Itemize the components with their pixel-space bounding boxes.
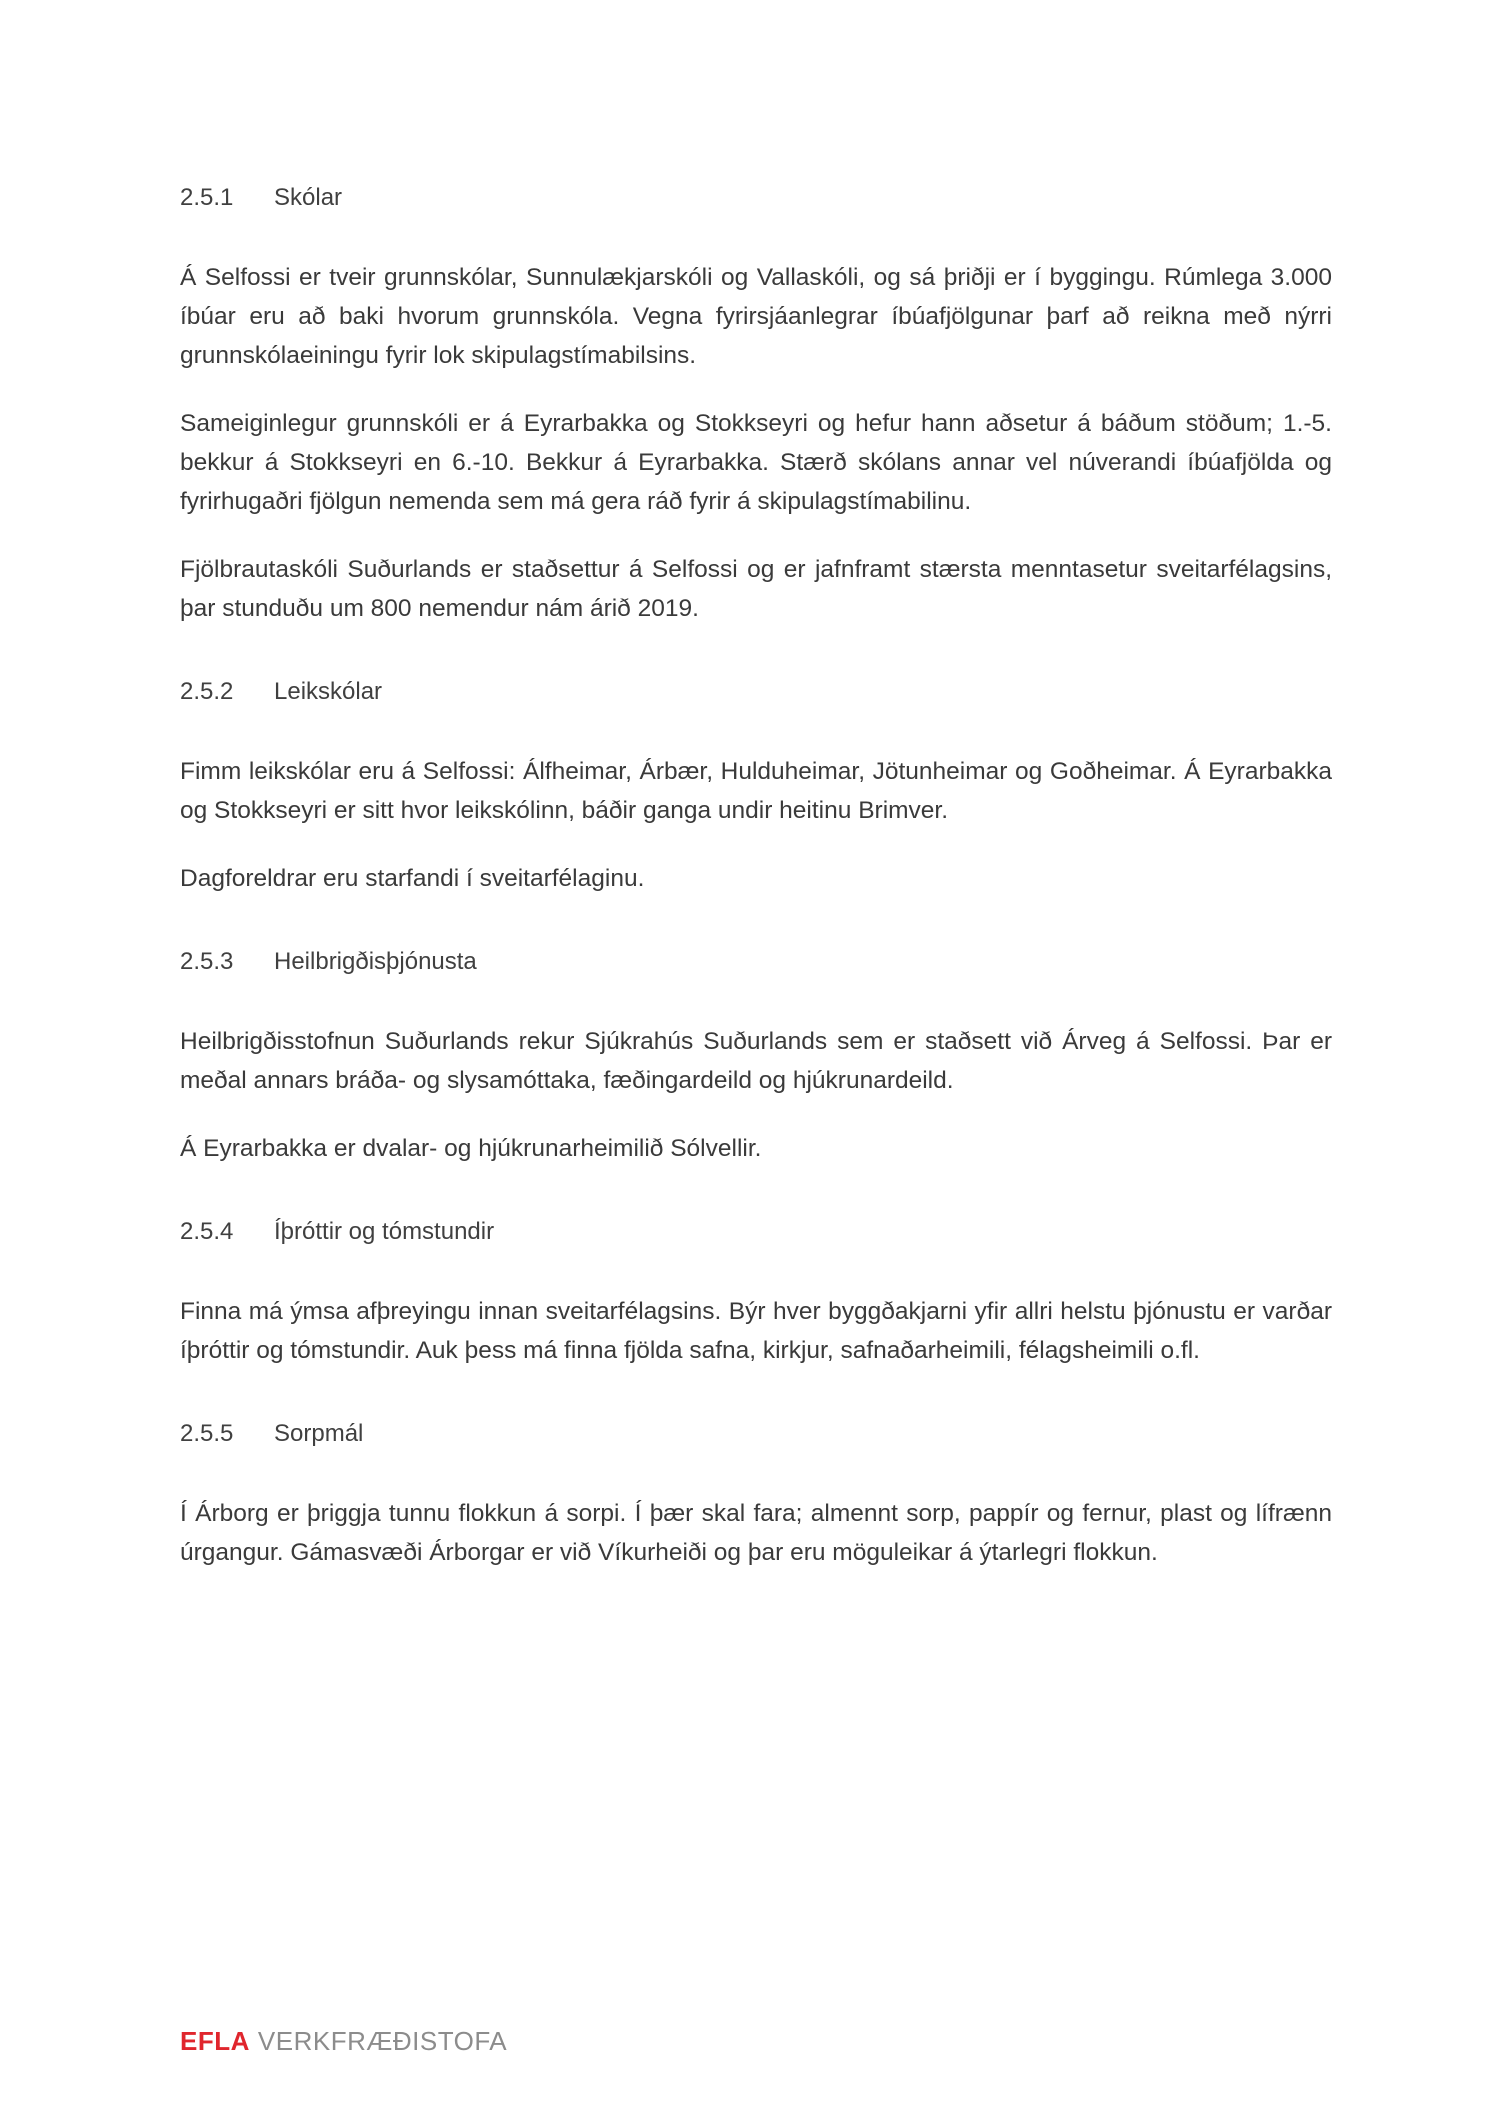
paragraph: Sameiginlegur grunnskóli er á Eyrarbakka og Stokkseyri og hefur hann aðsetur á báðum stöðum; 1.-5. bekkur á Stokkseyri en 6.-10. Bekkur á Eyrarbakka. Stærð skólans annar vel núverandi íbúafjölda og fyrirhugaðri fjölgun nemenda sem má gera ráð fyrir á skipulagstímabilinu. [180,410,1332,515]
section-title: Íþróttir og tómstundir [274,1218,495,1245]
paragraph: Dagforeldrar eru starfandi í sveitarfélaginu. [180,865,645,892]
section-skolar [180,178,1332,628]
section-number: 2.5.3 [180,948,234,975]
document-body [180,178,1332,1572]
section-heilbrigdisthjonusta [180,942,1332,1168]
paragraph: Fjölbrautaskóli Suðurlands er staðsettur á Selfossi og er jafnframt stærsta menntasetur sveitarfélagsins, þar stunduðu um 800 nemendur nám árið 2019. [180,556,1332,622]
paragraph: Fimm leikskólar eru á Selfossi: Álfheimar, Árbær, Hulduheimar, Jötunheimar og Goðheimar. Á Eyrarbakka og Stokkseyri er sitt hvor leikskólinn, báðir ganga undir heitinu Brimver. [180,758,1332,824]
paragraph: Á Selfossi er tveir grunnskólar, Sunnulækjarskóli og Vallaskóli, og sá þriðji er í byggingu. Rúmlega 3.000 íbúar eru að baki hvorum grunnskóla. Vegna fyrirsjáanlegrar íbúafjölgunar þarf að reikna með nýrri grunnskólaeiningu fyrir lok skipulagstímabilsins. [180,264,1332,369]
section-number: 2.5.5 [180,1420,234,1447]
section-title: Sorpmál [274,1420,364,1447]
section-heading [180,178,1332,218]
paragraph: Í Árborg er þriggja tunnu flokkun á sorpi. Í þær skal fara; almennt sorp, pappír og fernur, plast og lífrænn úrgangur. Gámasvæði Árborgar er við Víkurheiði og þar eru möguleikar á ýtarlegri flokkun. [180,1500,1332,1566]
section-ithrottir [180,1212,1332,1370]
paragraph: Heilbrigðisstofnun Suðurlands rekur Sjúkrahús Suðurlands sem er staðsett við Árveg á Selfossi. Þar er meðal annars bráða- og slysamóttaka, fæðingardeild og hjúkrunardeild. [180,1028,1332,1094]
section-heading [180,1212,1332,1252]
section-leikskolar [180,672,1332,898]
section-heading [180,1414,1332,1454]
paragraph: Finna má ýmsa afþreyingu innan sveitarfélagsins. Býr hver byggðakjarni yfir allri helstu þjónustu er varðar íþróttir og tómstundir. Auk þess má finna fjölda safna, kirkjur, safnaðarheimili, félagsheimili o.fl. [180,1298,1332,1364]
section-heading [180,942,1332,982]
section-title: Heilbrigðisþjónusta [274,948,477,975]
paragraph: Á Eyrarbakka er dvalar- og hjúkrunarheimilið Sólvellir. [180,1135,762,1162]
section-number: 2.5.4 [180,1218,234,1245]
section-sorpmal [180,1414,1332,1572]
section-title: Skólar [274,184,343,211]
footer-logo [180,2026,507,2057]
section-number: 2.5.1 [180,184,234,211]
brand-subtitle: VERKFRÆÐISTOFA [257,2026,508,2056]
section-heading [180,672,1332,712]
section-title: Leikskólar [274,678,383,705]
section-number: 2.5.2 [180,678,234,705]
brand-name: EFLA [180,2026,250,2056]
